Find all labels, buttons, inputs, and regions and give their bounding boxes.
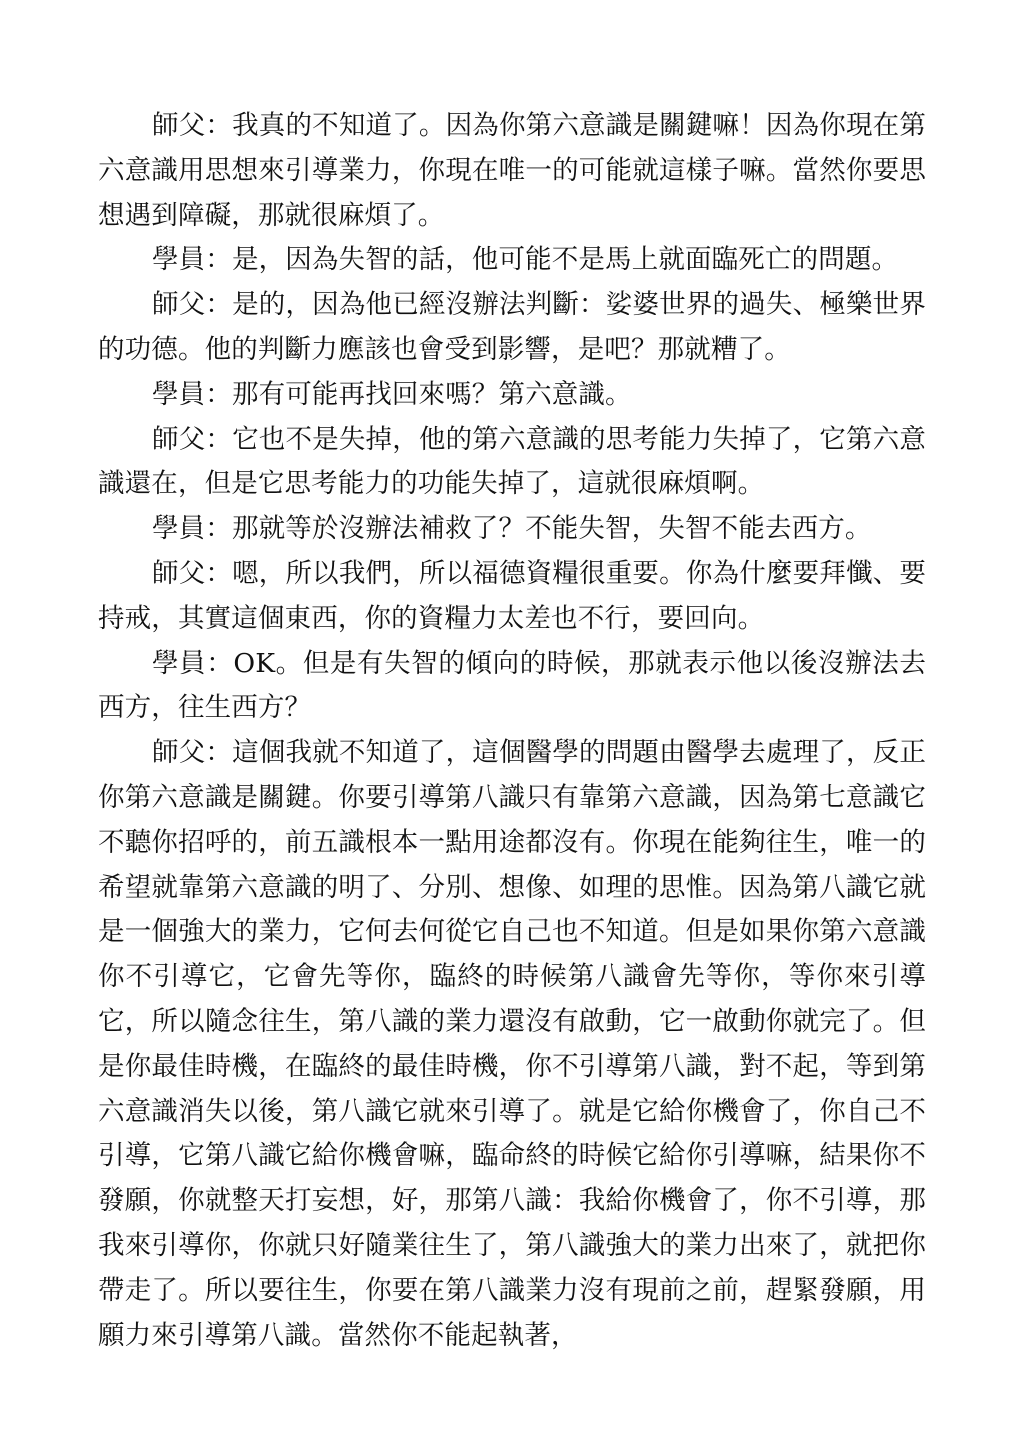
paragraph-student-1: 學員：是，因為失智的話，他可能不是馬上就面臨死亡的問題。 — [152, 244, 899, 276]
paragraph-student-3: 學員：那就等於沒辦法補救了？不能失智，失智不能去西方。 — [152, 513, 872, 545]
paragraph-master-5: 師父：這個我就不知道了，這個醫學的問題由醫學去處理了，反正你第六意識是關鍵。你要引導第八識只有靠第六意識，因為第七意識它不聽你招呼的，前五識根本一點用途都沒有。你現在能夠往生，唯一的希望就靠第六意識的明了、分別、想像、如理的思惟。因為第八識它就是一個強大的業力，它何去何從它自己也不知道。但是如果你第六意識你不引導它，它會先等你，臨終的時候第八識會先等你，等你來引導它，所以隨念往生，第八識的業力還沒有啟動，它一啟動你就完了。但是你最佳時機，在臨終的最佳時機，你不引導第八識，對不起，等到第六意識消失以後，第八識它就來引導了。就是它給你機會了，你自己不引導，它第八識它給你機會嘛，臨命終的時候它給你引導嘛，結果你不發願，你就整天打妄想，好，那第八識：我給你機會了，你不引導，那我來引導你，你就只好隨業往生了，第八識強大的業力出來了，就把你帶走了。所以要往生，你要在第八識業力沒有現前之前，趕緊發願，用願力來引導第八識。當然你不能起執著， — [98, 737, 926, 1351]
paragraph-master-1: 師父：我真的不知道了。因為你第六意識是關鍵嘛！因為你現在第六意識用思想來引導業力，你現在唯一的可能就這樣子嘛。當然你要思想遇到障礙，那就很麻煩了。 — [98, 110, 926, 231]
paragraph-master-3: 師父：它也不是失掉，他的第六意識的思考能力失掉了，它第六意識還在，但是它思考能力的功能失掉了，這就很麻煩啊。 — [98, 423, 926, 500]
paragraph-master-2: 師父：是的，因為他已經沒辦法判斷：娑婆世界的過失、極樂世界的功德。他的判斷力應該也會受到影響，是吧？那就糟了。 — [98, 289, 926, 365]
paragraph-master-4: 師父：嗯，所以我們，所以福德資糧很重要。你為什麼要拜懺、要持戒，其實這個東西，你的資糧力太差也不行，要回向。 — [98, 557, 926, 634]
paragraph-student-2: 學員：那有可能再找回來嗎？第六意識。 — [152, 378, 632, 410]
paragraph-student-4: 學員：OK。但是有失智的傾向的時候，那就表示他以後沒辦法去西方，往生西方？ — [98, 647, 926, 724]
document-page — [98, 104, 926, 1358]
